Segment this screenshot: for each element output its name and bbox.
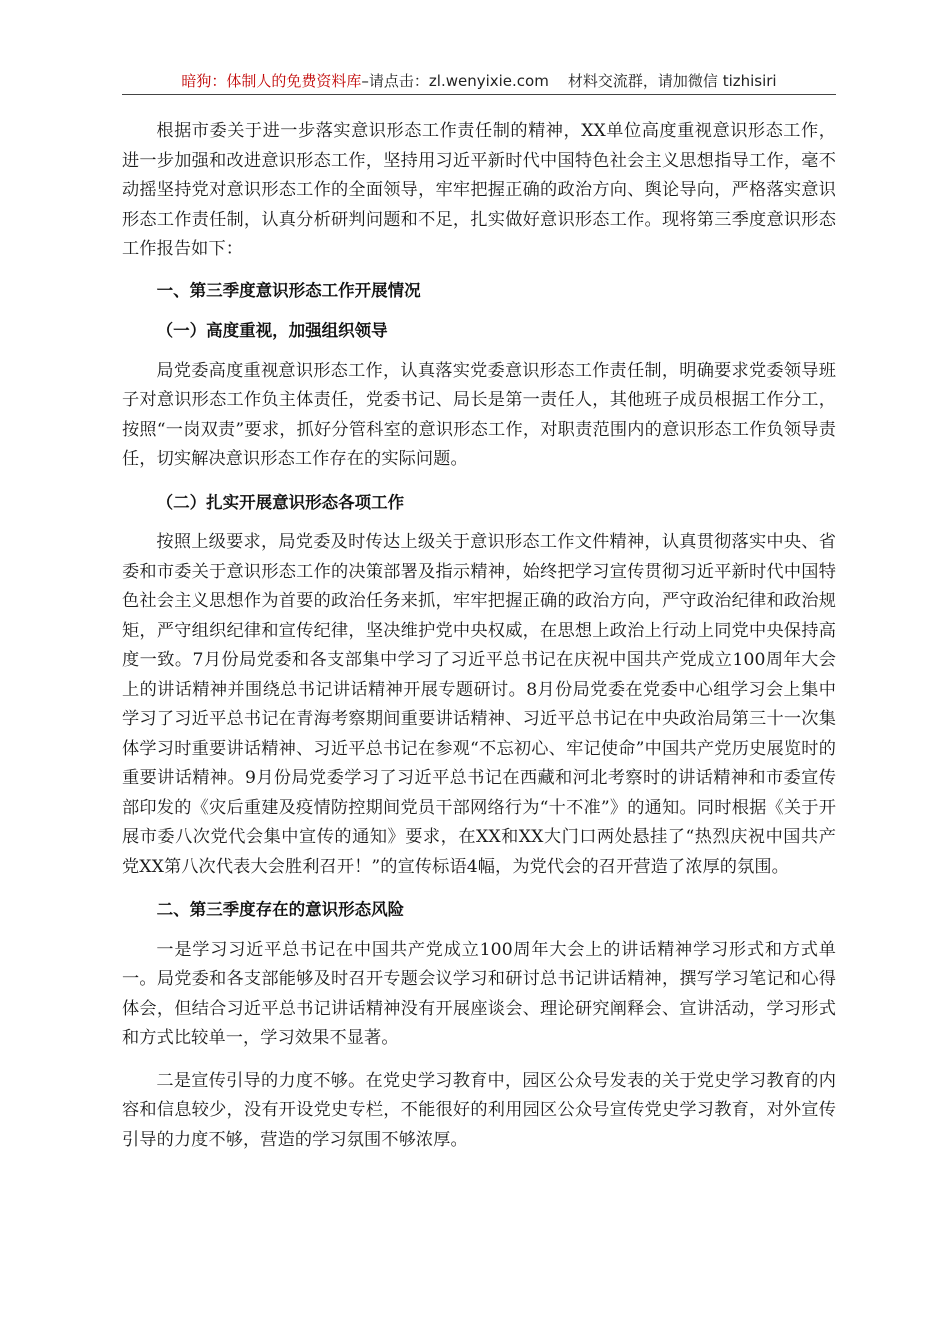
section-1-sub-1-body: 局党委高度重视意识形态工作，认真落实党委意识形态工作责任制，明确要求党委领导班子对意识形态工作负主体责任，党委书记、局长是第一责任人，其他班子成员根据工作分工，按照“一岗双责”要求，抓好分管科室的意识形态工作，对职责范围内的意识形态工作负领导责任，切实解决意识形态工作存在的实际问题。 bbox=[122, 360, 836, 469]
section-2-title: 二、第三季度存在的意识形态风险 bbox=[156, 900, 405, 919]
header-link[interactable]: –请点击：zl.wenyixie.com bbox=[361, 72, 549, 90]
header-contact: 材料交流群，请加微信 tizhisiri bbox=[567, 72, 777, 90]
section-1-sub-1-title: （一）高度重视，加强组织领导 bbox=[156, 321, 388, 340]
section-1-title: 一、第三季度意识形态工作开展情况 bbox=[156, 280, 421, 300]
intro-paragraph: 根据市委关于进一步落实意识形态工作责任制的精神，XX单位高度重视意识形态工作，进一步加强和改进意识形态工作，坚持用习近平新时代中国特色社会主义思想指导工作，毫不动摇坚持党对意识形态工作的全面领导，牢牢把握正确的政治方向、舆论导向，严格落实意识形态工作责任制，认真分析研判问题和不足，扎实做好意识形态工作。现将第三季度意识形态工作报告如下： bbox=[122, 121, 836, 259]
document-body bbox=[122, 117, 836, 1155]
page-header bbox=[122, 70, 836, 94]
header-promo-title: 暗狗：体制人的免费资料库 bbox=[181, 72, 362, 90]
section-1-sub-2-body: 按照上级要求，局党委及时传达上级关于意识形态工作文件精神，认真贯彻落实中央、省委和市委关于意识形态工作的决策部署及指示精神，始终把学习宣传贯彻习近平新时代中国特色社会主义思想作为首要的政治任务来抓，牢牢把握正确的政治方向，严守政治纪律和政治规矩，严守组织纪律和宣传纪律，坚决维护党中央权威，在思想上政治上行动上同党中央保持高度一致。7月份局党委和各支部集中学习了习近平总书记在庆祝中国共产党成立100周年大会上的讲话精神并围绕总书记讲话精神开展专题研讨。8月份局党委在党委中心组学习会上集中学习了习近平总书记在青海考察期间重要讲话精神、习近平总书记在中央政治局第三十一次集体学习时重要讲话精神、习近平总书记在参观“不忘初心、牢记使命”中国共产党历史展览时的重要讲话精神。9月份局党委学习了习近平总书记在西藏和河北考察时的讲话精神和市委宣传部印发的《灾后重建及疫情防控期间党员干部网络行为“十不准”》的通知。同时根据《关于开展市委八次党代会集中宣传的通知》要求，在XX和XX大门口两处悬挂了“热烈庆祝中国共产党XX第八次代表大会胜利召开！”的宣传标语4幅，为党代会的召开营造了浓厚的氛围。 bbox=[122, 532, 836, 877]
section-1-sub-2-title: （二）扎实开展意识形态各项工作 bbox=[156, 492, 405, 512]
header-divider bbox=[122, 94, 836, 95]
section-2-item-1: 一是学习习近平总书记在中国共产党成立100周年大会上的讲话精神学习形式和方式单一。局党委和各支部能够及时召开专题会议学习和研讨总书记讲话精神，撰写学习笔记和心得体会，但结合习近平总书记讲话精神没有开展座谈会、理论研究阐释会、宣讲活动，学习形式和方式比较单一，学习效果不显著。 bbox=[122, 939, 836, 1048]
section-2-item-2: 二是宣传引导的力度不够。在党史学习教育中，园区公众号发表的关于党史学习教育的内容和信息较少，没有开设党史专栏，不能很好的利用园区公众号宣传党史学习教育，对外宣传引导的力度不够，营造的学习氛围不够浓厚。 bbox=[122, 1070, 836, 1150]
